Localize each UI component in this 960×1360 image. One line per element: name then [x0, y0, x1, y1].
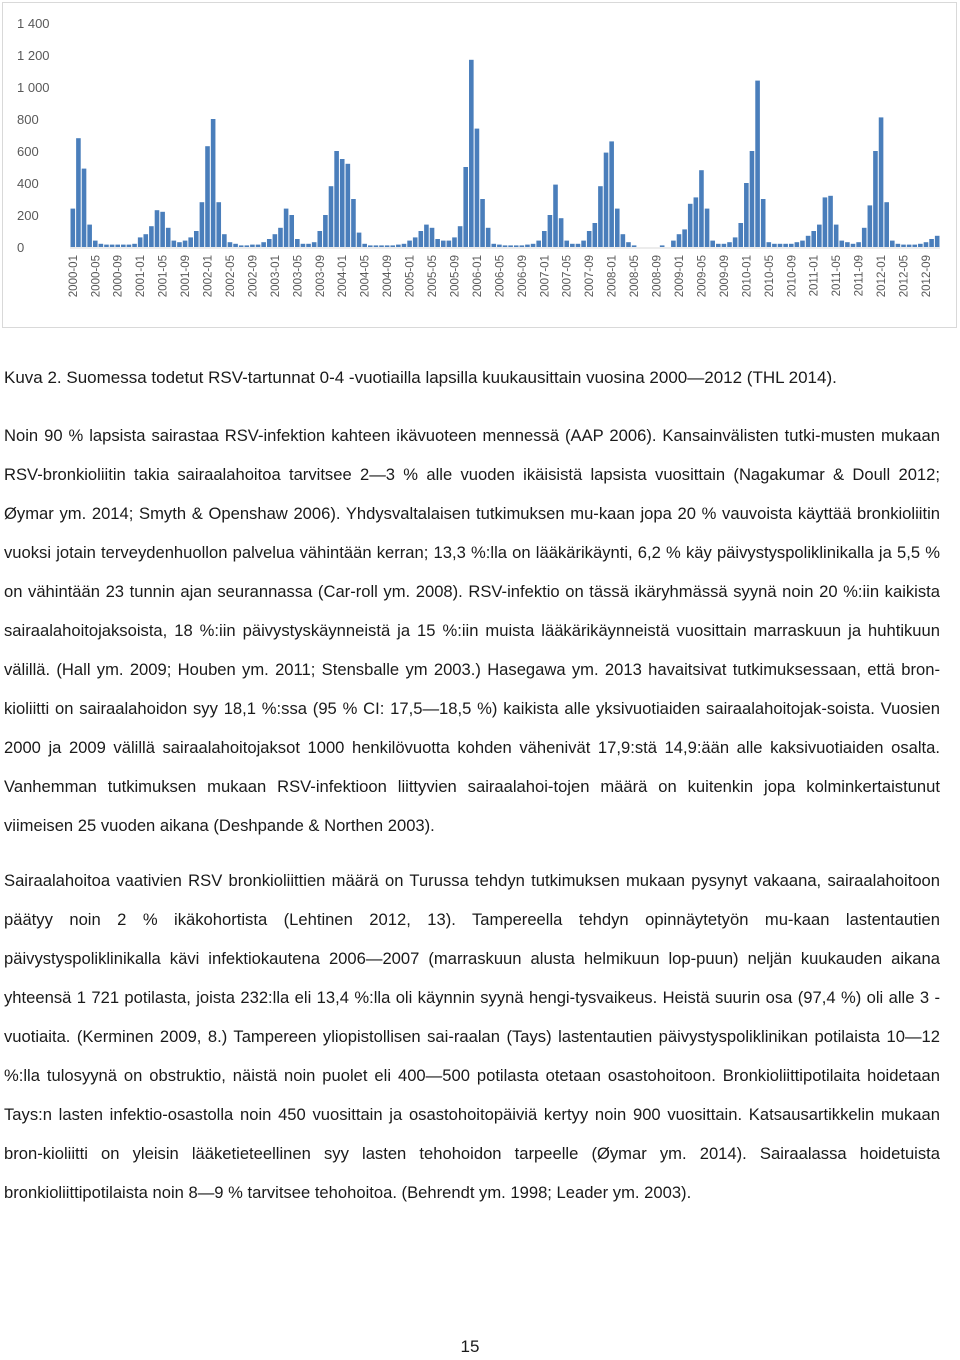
bar [273, 234, 278, 247]
bar [402, 244, 407, 247]
x-tick-label: 2005-05 [427, 255, 440, 298]
bar [727, 242, 732, 247]
x-tick-label: 2003-09 [314, 255, 327, 298]
bar [480, 199, 485, 247]
bar-series [71, 60, 940, 247]
bar [548, 215, 553, 247]
bar [817, 225, 822, 247]
bar [935, 236, 940, 247]
bar [912, 245, 917, 247]
body-text [4, 416, 940, 1228]
bar [216, 202, 221, 247]
x-tick-label: 2000-01 [67, 255, 80, 298]
bar [419, 231, 424, 247]
bar [295, 239, 300, 247]
x-tick-label: 2004-01 [337, 255, 350, 298]
bar [76, 138, 81, 247]
bar [362, 244, 367, 247]
bar [738, 223, 743, 247]
bar [604, 153, 609, 247]
bar [542, 231, 547, 247]
x-tick-label: 2005-09 [449, 255, 462, 298]
y-tick-label: 1 000 [17, 80, 50, 95]
y-tick-label: 800 [17, 112, 39, 127]
bar [536, 241, 541, 247]
bar [710, 241, 715, 247]
bar [823, 197, 828, 247]
bar [514, 245, 519, 247]
bar [379, 245, 384, 247]
bar [761, 199, 766, 247]
bar [82, 169, 87, 247]
bar [873, 151, 878, 247]
bar [183, 241, 188, 247]
bar [166, 228, 171, 247]
x-tick-label: 2007-05 [561, 255, 574, 298]
bar [497, 245, 502, 247]
bar [233, 244, 238, 247]
bar [845, 242, 850, 247]
bar [503, 245, 508, 247]
bar [564, 241, 569, 247]
x-tick-label: 2012-01 [876, 255, 889, 298]
y-tick-label: 1 200 [17, 48, 50, 63]
bar [430, 228, 435, 247]
bar [138, 237, 143, 247]
bar [587, 231, 592, 247]
bar [228, 242, 233, 247]
bar [767, 242, 772, 247]
x-tick-label: 2004-05 [359, 255, 372, 298]
bar [772, 244, 777, 247]
bar [705, 209, 710, 247]
bar [390, 245, 395, 247]
bar [795, 242, 800, 247]
bar [245, 245, 250, 247]
y-tick-label: 600 [17, 144, 39, 159]
bar [115, 245, 120, 247]
x-tick-label: 2011-01 [808, 255, 821, 297]
rsv-monthly-bar-chart [3, 3, 958, 329]
bar [188, 237, 193, 247]
bar [733, 237, 738, 247]
bar [127, 245, 132, 247]
bar [458, 226, 463, 247]
bar [306, 244, 311, 247]
bar [340, 159, 345, 247]
bar [851, 244, 856, 247]
x-tick-label: 2007-09 [584, 255, 597, 298]
bar [834, 225, 839, 247]
bar [172, 241, 177, 247]
bar [289, 215, 294, 247]
bar [441, 241, 446, 247]
chart-container [2, 2, 957, 328]
bar [334, 151, 339, 247]
bar [143, 234, 148, 247]
bar [508, 245, 513, 247]
bar [357, 233, 362, 247]
bar [491, 244, 496, 247]
bar [396, 245, 401, 247]
bar [211, 119, 216, 247]
x-tick-label: 2010-05 [763, 255, 776, 298]
y-tick-label: 400 [17, 176, 39, 191]
bar [839, 241, 844, 247]
bar [475, 129, 480, 247]
figure-caption: Kuva 2. Suomessa todetut RSV-tartunnat 0-4 -vuotiailla lapsilla kuukausittain vuosina 2000—2012 (THL 2014). [4, 368, 837, 387]
bar [368, 245, 373, 247]
bar [856, 242, 861, 247]
x-tick-label: 2012-05 [898, 255, 911, 298]
bar [531, 244, 536, 247]
x-tick-label: 2010-01 [741, 255, 754, 298]
bar [525, 245, 530, 247]
bar [323, 215, 328, 247]
paragraph: Sairaalahoitoa vaativien RSV bronkioliittien määrä on Turussa tehdyn tutkimuksen mukaan pysynyt vakaana, sairaalahoitoon päätyy noin 2 % ikäkohortista (Lehtinen 2012, 13). Tampereella tehdyn opinnäytetyön mu-kaan lastentautien päivystyspoliklinikalla kävi infektiokautena 2006—2007 (marraskuun alusta helmikuun lop-puun) neljän kuukauden aikana yhteensä 1 721 potilasta, joista 232:lla eli 13,4 %:lla oli käynnin syynä hengi-tysvaikeus. Heistä suurin osa (97,4 %) oli alle 3 -vuotiaita. (Kerminen 2009, 8.) Tampereen yliopistollisen sai-raalan (Tays) lastentautien päivystyspoliklinikan potilaista 10—12 %:lla tulosyynä on obstruktio, näistä noin puolet eli 400—500 potilasta otetaan osastohoitoon. Bronkioliittipotilaita hoidetaan Tays:n lasten infektio-osastolla noin 450 vuosittain ja osastohoitopäiviä kertyy noin 900 vuosittain. Katsausartikkelin mukaan bron-kioliitti on yleisin lääketieteellinen syy lasten tehohoidon tarpeelle (Øymar ym. 2014). Sairaalassa hoidetuista bronkioliittipotilaista noin 8—9 % tarvitsee tehohoitoa. (Behrendt ym. 1998; Leader ym. 2003). [4, 871, 940, 1202]
bar [205, 146, 210, 247]
y-tick-label: 1 400 [17, 16, 50, 31]
bar [351, 199, 356, 247]
bar [632, 245, 637, 247]
bar [99, 244, 104, 247]
bar [329, 186, 334, 247]
bar [660, 245, 665, 247]
bar [626, 242, 631, 247]
bar [593, 223, 598, 247]
bar [256, 245, 261, 247]
bar [677, 234, 682, 247]
bar [716, 244, 721, 247]
bar [317, 231, 322, 247]
bar [486, 228, 491, 247]
x-tick-label: 2001-09 [180, 255, 193, 298]
bar [155, 210, 160, 247]
bar [929, 239, 934, 247]
x-tick-label: 2008-09 [651, 255, 664, 298]
paragraph: Noin 90 % lapsista sairastaa RSV-infektion kahteen ikävuoteen mennessä (AAP 2006). Kansainvälisten tutki-musten mukaan RSV-bronkioliitin takia sairaalahoitoa tarvitsee 2—3 % alle vuoden ikäisistä lapsista vuosittain (Nagakumar & Doull 2012; Øymar ym. 2014; Smyth & Openshaw 2006). Yhdysvaltalaisen tutkimuksen mu-kaan jopa 20 % vauvoista käyttää bronkioliitin vuoksi jotain terveydenhuollon palvelua vähintään kerran; 13,3 %:lla on lääkärikäynti, 6,2 % käy päivystyspoliklinikalla ja 5,5 % on vähintään 23 tunnin ajan seurannassa (Car-roll ym. 2008). RSV-infektio on tässä ikäryhmässä syynä noin 20 %:iin kaikista sairaalahoitojaksoista, 18 %:iin päivystyskäynneistä ja 15 %:iin muista lääkärikäynneistä vuosittain marraskuun ja huhtikuun välillä. (Hall ym. 2009; Houben ym. 2011; Stensballe ym 2003.) Hasegawa ym. 2013 havaitsivat tutkimuksessaan, että bron-kioliitti on sairaalahoidon syy 18,1 %:ssa (95 % CI: 17,5—18,5 %) kaikista alle yksivuotiaiden sairaalahoitojak-soista. Vuosien 2000 ja 2009 välillä sairaalahoitojaksot 1000 henkilövuotta kohden vähenivät 17,9:stä 14,9:ään alle kaksivuotiaiden osalta. Vanhemman tutkimuksen mukaan RSV-infektioon liittyvien sairaalahoi-tojen määrä on kuitenkin jopa kolminkertaistunut viimeisen 25 vuoden aikana (Deshpande & Northen 2003). [4, 426, 940, 835]
x-tick-label: 2006-01 [471, 255, 484, 298]
bar [452, 237, 457, 247]
bar [581, 241, 586, 247]
bar [884, 202, 889, 247]
bar [520, 245, 525, 247]
bar [87, 225, 92, 247]
x-tick-label: 2003-05 [292, 255, 305, 298]
bar [722, 244, 727, 247]
bar [811, 231, 816, 247]
x-tick-label: 2001-01 [135, 255, 148, 298]
bar [267, 239, 272, 247]
x-tick-label: 2002-01 [202, 255, 215, 298]
bar [149, 226, 154, 247]
bar [621, 234, 626, 247]
bar [609, 141, 614, 247]
bar [194, 231, 199, 247]
x-tick-label: 2002-09 [247, 255, 260, 298]
bar [110, 245, 115, 247]
bar [789, 244, 794, 247]
bar [694, 197, 699, 247]
bar [121, 245, 126, 247]
bar [615, 209, 620, 247]
bar [93, 241, 98, 247]
x-tick-label: 2012-09 [920, 255, 933, 298]
bar [868, 205, 873, 247]
x-tick-label: 2008-01 [606, 255, 619, 298]
x-tick-label: 2001-05 [157, 255, 170, 298]
bar [278, 228, 283, 247]
bar [261, 242, 266, 247]
bar [559, 218, 564, 247]
bar [301, 244, 306, 247]
bar [806, 236, 811, 247]
x-tick-label: 2004-09 [382, 255, 395, 298]
x-tick-label: 2009-01 [674, 255, 686, 298]
y-tick-label: 200 [17, 208, 39, 223]
bar [177, 242, 182, 247]
bar [469, 60, 474, 247]
bar [682, 229, 687, 247]
bar [901, 245, 906, 247]
bar [924, 242, 929, 247]
bar [385, 245, 390, 247]
x-tick-label: 2011-05 [831, 255, 844, 297]
bar [413, 237, 418, 247]
bar [312, 242, 317, 247]
bar [463, 167, 468, 247]
x-tick-label: 2011-09 [853, 255, 866, 297]
bar [828, 196, 833, 247]
x-tick-label: 2000-09 [112, 255, 125, 298]
bar [576, 244, 581, 247]
bar [553, 185, 558, 247]
bar [239, 245, 244, 247]
bar [424, 225, 429, 247]
bar [160, 212, 165, 247]
x-axis [68, 255, 933, 297]
bar [222, 234, 227, 247]
bar [907, 245, 912, 247]
x-tick-label: 2003-01 [269, 255, 282, 298]
bar [918, 244, 923, 247]
x-tick-label: 2000-05 [90, 255, 103, 298]
bar [284, 209, 289, 247]
bar [71, 209, 76, 247]
bar [862, 228, 867, 247]
bar [200, 202, 205, 247]
x-tick-label: 2010-09 [786, 255, 799, 298]
bar [699, 170, 704, 247]
bar [671, 241, 676, 247]
bar [598, 186, 603, 247]
bar [447, 241, 452, 247]
bar [407, 241, 412, 247]
bar [778, 244, 783, 247]
bar [879, 117, 884, 247]
x-tick-label: 2007-01 [539, 255, 552, 298]
y-tick-label: 0 [17, 240, 25, 255]
y-axis [17, 16, 50, 255]
bar [744, 183, 749, 247]
bar [688, 204, 693, 247]
bar [755, 81, 760, 247]
bar [570, 244, 575, 247]
bar [346, 164, 351, 247]
x-tick-label: 2005-01 [404, 255, 417, 298]
page-number: 15 [460, 1337, 480, 1356]
x-tick-label: 2009-05 [696, 255, 709, 298]
bar [783, 244, 788, 247]
bar [800, 241, 805, 247]
bar [890, 241, 895, 247]
bar [374, 245, 379, 247]
bar [435, 239, 440, 247]
bar [104, 245, 109, 247]
bar [250, 245, 255, 247]
x-tick-label: 2008-05 [629, 255, 642, 298]
x-tick-label: 2006-05 [494, 255, 507, 298]
x-tick-label: 2002-05 [224, 255, 237, 298]
bar [750, 151, 755, 247]
x-tick-label: 2009-09 [718, 255, 731, 298]
x-tick-label: 2006-09 [516, 255, 529, 298]
bar [132, 244, 137, 247]
bar [896, 244, 901, 247]
